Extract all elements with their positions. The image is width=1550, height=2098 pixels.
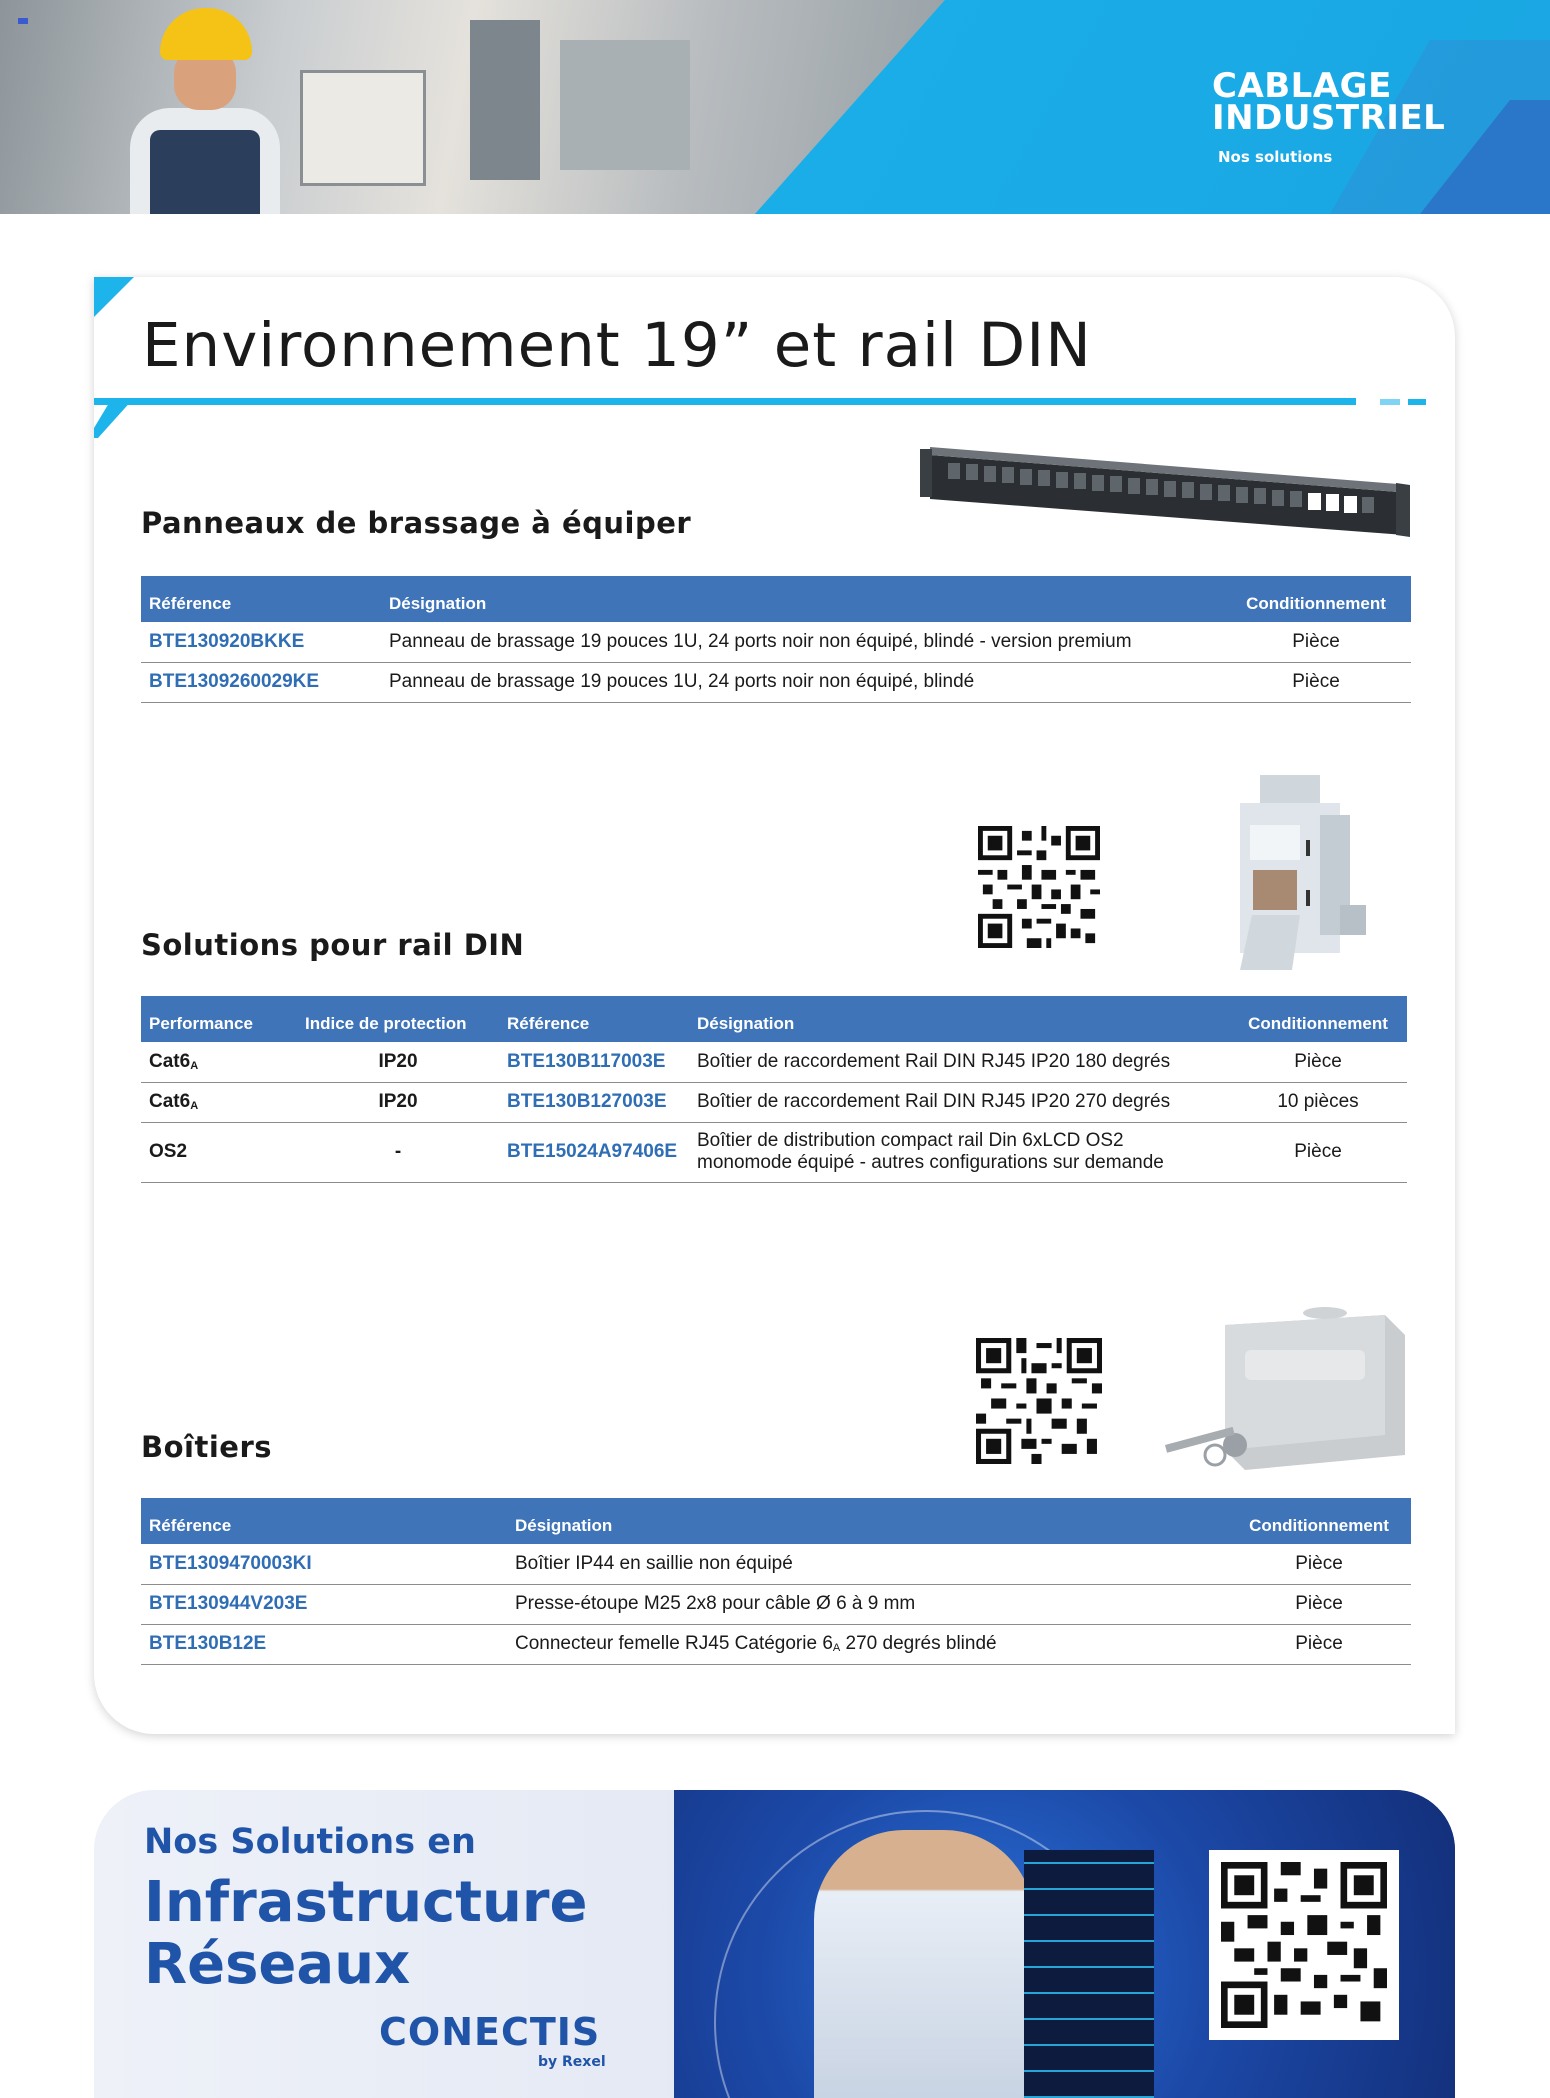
performance-value: OS2 xyxy=(149,1141,188,1162)
server-rack-illustration xyxy=(1024,1850,1154,2098)
packaging-cell: Pièce xyxy=(1221,622,1411,662)
performance-cell xyxy=(141,1042,297,1082)
promo-line2: Infrastructure xyxy=(144,1870,588,1935)
packaging-cell: Pièce xyxy=(1221,662,1411,702)
performance-value: Cat6 xyxy=(149,1050,191,1072)
packaging-cell: Pièce xyxy=(1227,1624,1411,1664)
reference-link[interactable]: BTE1309260029KE xyxy=(141,662,381,702)
packaging-cell: Pièce xyxy=(1227,1544,1411,1584)
packaging-cell: Pièce xyxy=(1229,1042,1407,1082)
designation-tail: 270 degrés blindé xyxy=(840,1633,997,1654)
reference-link[interactable]: BTE130B127003E xyxy=(499,1082,689,1122)
enclosures-table xyxy=(141,1498,1411,1665)
table-row xyxy=(141,1082,1407,1122)
promo-line3: Réseaux xyxy=(144,1932,411,1997)
designation-text: Connecteur femelle RJ45 Catégorie 6 xyxy=(515,1633,833,1654)
section-title-patch-panels: Panneaux de brassage à équiper xyxy=(141,506,692,540)
conectis-by: by Rexel xyxy=(538,2054,606,2070)
header-banner xyxy=(0,0,1550,214)
designation-cell xyxy=(507,1624,1227,1664)
col-header-reference: Référence xyxy=(141,576,381,622)
page-title: Environnement 19” et rail DIN xyxy=(142,310,1092,381)
promo-banner[interactable] xyxy=(94,1790,1455,2098)
table-row xyxy=(141,1122,1407,1182)
flag-mark-icon xyxy=(18,18,28,24)
promo-line1: Nos Solutions en xyxy=(144,1822,476,1862)
protection-cell: - xyxy=(297,1122,499,1182)
col-header-protection: Indice de protection xyxy=(297,996,499,1042)
qr-code-icon[interactable] xyxy=(1221,1862,1387,2028)
conectis-logo: CONECTIS xyxy=(379,2010,601,2054)
promo-heading xyxy=(144,1872,588,1996)
din-rail-table xyxy=(141,996,1407,1183)
reference-link[interactable]: BTE130B117003E xyxy=(499,1042,689,1082)
packaging-cell: Pièce xyxy=(1227,1584,1411,1624)
designation-line1: Boîtier de distribution compact rail Din 6xLCD OS2 xyxy=(697,1130,1124,1151)
performance-value: Cat6 xyxy=(149,1091,191,1112)
performance-cell xyxy=(141,1082,297,1122)
packaging-cell: Pièce xyxy=(1229,1122,1407,1182)
packaging-cell: 10 pièces xyxy=(1229,1082,1407,1122)
protection-cell: IP20 xyxy=(297,1042,499,1082)
enclosure-image xyxy=(1135,1295,1435,1485)
designation-cell: Presse-étoupe M25 2x8 pour câble Ø 6 à 9 mm xyxy=(507,1584,1227,1624)
protection-cell: IP20 xyxy=(297,1082,499,1122)
banner-title-line1: CABLAGE xyxy=(1212,66,1392,106)
col-header-designation: Désignation xyxy=(381,576,1221,622)
col-header-reference: Référence xyxy=(141,1498,507,1544)
col-header-reference: Référence xyxy=(499,996,689,1042)
table-row xyxy=(141,1584,1411,1624)
performance-cell xyxy=(141,1122,297,1182)
table-row xyxy=(141,1042,1407,1082)
performance-subscript: A xyxy=(190,1059,199,1072)
title-rule-end xyxy=(1380,399,1400,405)
col-header-designation: Désignation xyxy=(689,996,1229,1042)
designation-cell: Panneau de brassage 19 pouces 1U, 24 ports noir non équipé, blindé - version premium xyxy=(381,622,1221,662)
designation-cell: Boîtier IP44 en saillie non équipé xyxy=(507,1544,1227,1584)
designation-line2: monomode équipé - autres configurations sur demande xyxy=(697,1152,1164,1173)
banner-title xyxy=(1212,66,1446,138)
patch-panel-table xyxy=(141,576,1411,703)
promo-qr-frame xyxy=(1209,1850,1399,2040)
reference-link[interactable]: BTE130B12E xyxy=(141,1624,507,1664)
reference-link[interactable]: BTE130944V203E xyxy=(141,1584,507,1624)
table-row xyxy=(141,662,1411,702)
col-header-packaging: Conditionnement xyxy=(1221,576,1411,622)
title-rule xyxy=(94,398,1356,405)
designation-cell: Boîtier de raccordement Rail DIN RJ45 IP20 270 degrés xyxy=(689,1082,1229,1122)
din-module-image xyxy=(1220,775,1370,975)
qr-code-icon[interactable] xyxy=(976,1338,1102,1464)
designation-subscript: A xyxy=(832,1642,841,1654)
qr-code-icon[interactable] xyxy=(978,826,1100,948)
section-title-din-rail: Solutions pour rail DIN xyxy=(141,928,525,962)
machine-illustration-2 xyxy=(470,20,540,180)
col-header-performance: Performance xyxy=(141,996,297,1042)
designation-cell xyxy=(689,1122,1229,1182)
table-row xyxy=(141,1624,1411,1664)
machine-illustration-3 xyxy=(560,40,690,170)
machine-illustration xyxy=(300,70,426,186)
col-header-packaging: Conditionnement xyxy=(1227,1498,1411,1544)
banner-title-line2: INDUSTRIEL xyxy=(1212,98,1446,138)
reference-link[interactable]: BTE15024A97406E xyxy=(499,1122,689,1182)
designation-cell: Panneau de brassage 19 pouces 1U, 24 ports noir non équipé, blindé xyxy=(381,662,1221,702)
banner-subtitle: Nos solutions xyxy=(1218,148,1333,166)
col-header-packaging: Conditionnement xyxy=(1229,996,1407,1042)
performance-subscript: A xyxy=(190,1100,199,1112)
worker-illustration xyxy=(110,0,320,214)
title-rule-end-2 xyxy=(1408,399,1426,405)
col-header-designation: Désignation xyxy=(507,1498,1227,1544)
patch-panel-image xyxy=(918,437,1410,547)
reference-link[interactable]: BTE130920BKKE xyxy=(141,622,381,662)
section-title-enclosures: Boîtiers xyxy=(141,1430,273,1464)
designation-cell: Boîtier de raccordement Rail DIN RJ45 IP20 180 degrés xyxy=(689,1042,1229,1082)
reference-link[interactable]: BTE1309470003KI xyxy=(141,1544,507,1584)
technician-illustration xyxy=(814,1830,1034,2098)
table-row xyxy=(141,622,1411,662)
table-row xyxy=(141,1544,1411,1584)
